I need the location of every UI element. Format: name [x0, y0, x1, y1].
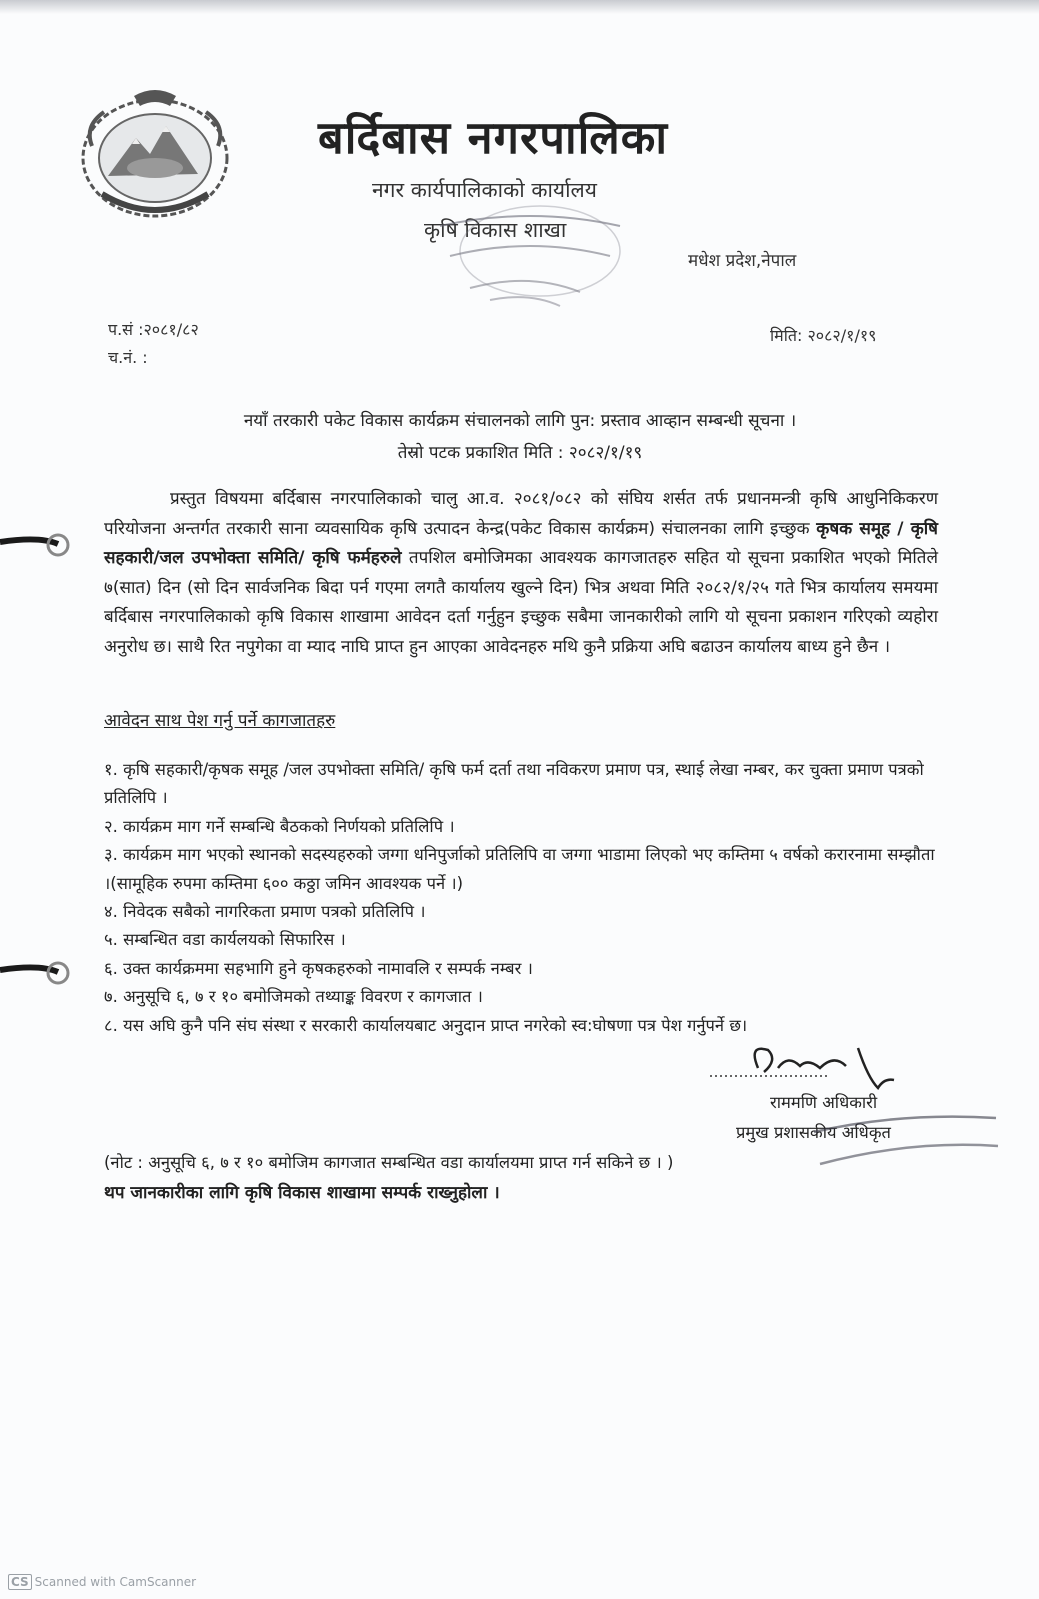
list-item: ३. कार्यक्रम माग भएको स्थानको सदस्यहरुको जग्गा धनिपुर्जाको प्रतिलिपि वा जग्गा भाडामा लिएको भए कम्तिमा ५ वर्षको करारनामा सम्झौता ।(सामूहिक रुपमा कम्तिमा ६०० कठ्ठा जमिन आवश्यक पर्ने ।): [104, 845, 935, 893]
body-text-part2: तपशिल बमोजिमका आवश्यक कागजातहरु सहित यो सूचना प्रकाशित भएको मितिले ७(सात) दिन (सो दिन सार्वजनिक बिदा पर्न गएमा लगतै कार्यालय खुल्ने दिन) भित्र अथवा मिति २०८२/१/२५ गते भित्र कार्यालय समयमा बर्दिबास नगरपालिकाको कृषि विकास शाखामा आवेदन दर्ता गर्नुहुन इच्छुक सबैमा जानकारीको लागि यो सूचना प्रकाशन गरिएको व्यहोरा अनुरोध छ। साथै रित नपुगेका वा म्याद नाघि प्राप्त हुन आएका आवेदनहरु मथि कुनै प्रक्रिया अघि बढाउन कार्यालय बाध्य हुने छैन ।: [104, 548, 938, 657]
scan-edge-shadow: [0, 0, 1039, 14]
required-documents-heading: आवेदन साथ पेश गर्नु पर्ने कागजातहरु: [104, 711, 336, 731]
notice-body-paragraph: [104, 485, 938, 663]
body-eligible-groups: कृषक समूह / कृषि सहकारी/जल उपभोक्ता समिति/ कृषि फर्महरुले: [104, 518, 938, 569]
list-item: ८. यस अघि कुनै पनि संघ संस्था र सरकारी कार्यालयबाट अनुदान प्राप्त नगरेको स्व:घोषणा पत्र पेश गर्नुपर्ने छ।: [104, 1015, 748, 1035]
list-item: ७. अनुसूचि ६, ७ र १० बमोजिमको तथ्याङ्क विवरण र कागजात ।: [104, 987, 483, 1007]
office-name: नगर कार्यपालिकाको कार्यालय: [372, 178, 597, 202]
dispatch-number: च.नं. :: [108, 348, 148, 367]
camscanner-logo-icon: CS: [8, 1574, 32, 1590]
letter-date: मिति: २०८२/१/१९: [770, 326, 877, 345]
publication-date-line: तेस्रो पटक प्रकाशित मिति : २०८२/१/१९: [397, 443, 643, 463]
section-stamp-icon: [430, 196, 630, 316]
province-country: मधेश प्रदेश,नेपाल: [688, 251, 797, 271]
list-item: ६. उक्त कार्यक्रममा सहभागि हुने कृषकहरुको नामावलि र सम्पर्क नम्बर ।: [104, 958, 533, 978]
list-item: १. कृषि सहकारी/कृषक समूह /जल उपभोक्ता समिति/ कृषि फर्म दर्ता तथा नविकरण प्रमाण पत्र, स्थाई लेखा नम्बर, कर चुक्ता प्रमाण पत्रको प्रतिलिपि ।: [104, 760, 924, 808]
binder-clip-icon: [0, 956, 70, 990]
signatory-name: राममणि अधिकारी: [770, 1093, 878, 1112]
officer-stamp-icon: [810, 1088, 1000, 1188]
nepal-emblem-icon: [74, 86, 236, 226]
binder-clip-icon: [0, 528, 70, 562]
section-name: कृषि विकास शाखा: [424, 218, 567, 242]
municipality-name: बर्दिबास नगरपालिका: [318, 111, 668, 164]
scanner-watermark-text: Scanned with CamScanner: [34, 1575, 197, 1589]
list-item: २. कार्यक्रम माग गर्ने सम्बन्धि बैठकको निर्णयको प्रतिलिपि ।: [104, 816, 455, 836]
contact-instruction: थप जानकारीका लागि कृषि विकास शाखामा सम्पर्क राख्नुहोला ।: [104, 1183, 500, 1203]
letter-reference-number: प.सं :२०८१/८२: [108, 320, 199, 339]
note-line: (नोट : अनुसूचि ६, ७ र १० बमोजिम कागजात सम्बन्धित वडा कार्यालयमा प्राप्त गर्न सकिने छ । ): [104, 1153, 674, 1172]
list-item: ५. सम्बन्धित वडा कार्यलयको सिफारिस ।: [104, 930, 346, 950]
required-documents-list: [104, 756, 944, 1040]
scanner-watermark: [8, 1574, 196, 1590]
signatory-title: प्रमुख प्रशासकीय अधिकृत: [736, 1123, 891, 1142]
list-item: ४. निवेदक सबैको नागरिकता प्रमाण पत्रको प्रतिलिपि ।: [104, 902, 426, 922]
notice-subject: नयाँ तरकारी पकेट विकास कार्यक्रम संचालनको लागि पुन: प्रस्ताव आव्हान सम्बन्धी सूचना ।: [243, 411, 797, 431]
body-text-part1: प्रस्तुत विषयमा बर्दिबास नगरपालिकाको चालु आ.व. २०८१/०८२ को संघिय शर्सत तर्फ प्रधानमन्त्री कृषि आधुनिकिकरण परियोजना अन्तर्गत तरकारी साना व्यवसायिक कृषि उत्पादन केन्द्र(पकेट विकास कार्यक्रम) संचालनका लागि इच्छुक: [104, 489, 938, 539]
